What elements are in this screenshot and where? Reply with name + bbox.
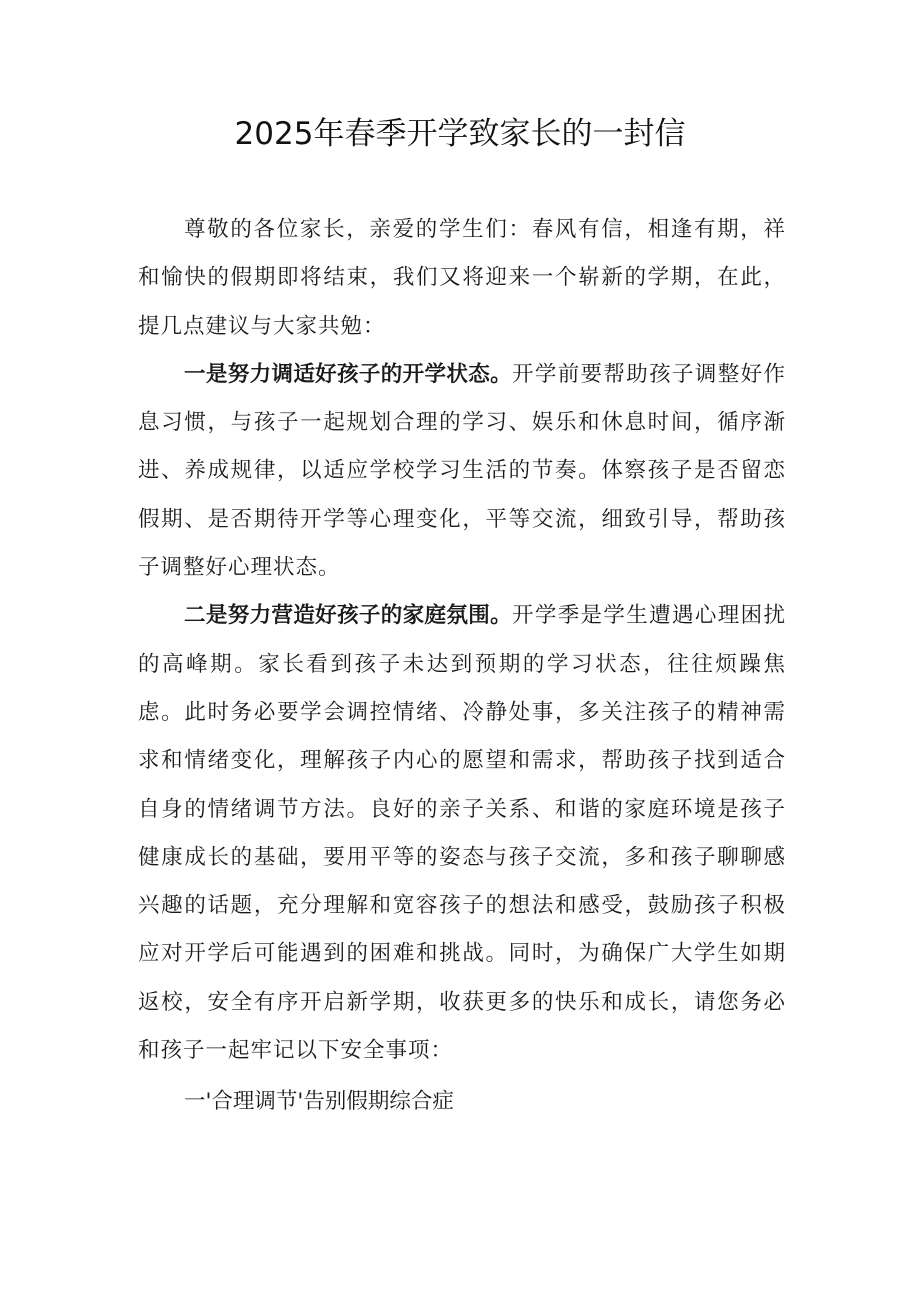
letter-body — [138, 206, 786, 1075]
section-2-lead: 二是努力营造好孩子的家庭氛围。 — [184, 603, 512, 629]
greeting-paragraph: 尊敬的各位家长，亲爱的学生们：春风有信，相逢有期，祥和愉快的假期即将结束，我们又将迎来一个崭新的学期，在此，提几点建议与大家共勉： — [138, 217, 786, 339]
section-1-lead: 一是努力调适好孩子的开学状态。 — [184, 361, 512, 387]
section-1-text: 开学前要帮助孩子调整好作息习惯，与孩子一起规划合理的学习、娱乐和休息时间，循序渐进、养成规律，以适应学校学习生活的节奏。体察孩子是否留恋假期、是否期待开学等心理变化，平等交流，细致引导，帮助孩子调整好心理状态。 — [138, 361, 786, 581]
document-title: 2025年春季开学致家长的一封信 — [234, 116, 686, 152]
section-2-paragraph — [138, 592, 786, 1075]
section-1-paragraph — [138, 351, 786, 592]
section-2-text: 开学季是学生遭遇心理困扰的高峰期。家长看到孩子未达到预期的学习状态，往往烦躁焦虑。此时务必要学会调控情绪、冷静处事，多关注孩子的精神需求和情绪变化，理解孩子内心的愿望和需求，帮助孩子找到适合自身的情绪调节方法。良好的亲子关系、和谐的家庭环境是孩子健康成长的基础，要用平等的姿态与孩子交流，多和孩子聊聊感兴趣的话题，充分理解和宽容孩子的想法和感受，鼓励孩子积极应对开学后可能遇到的困难和挑战。同时，为确保广大学生如期返校，安全有序开启新学期，收获更多的快乐和成长，请您务必和孩子一起牢记以下安全事项： — [138, 603, 786, 1064]
safety-subheading: 一'合理调节'告别假期综合症 — [184, 1089, 454, 1114]
